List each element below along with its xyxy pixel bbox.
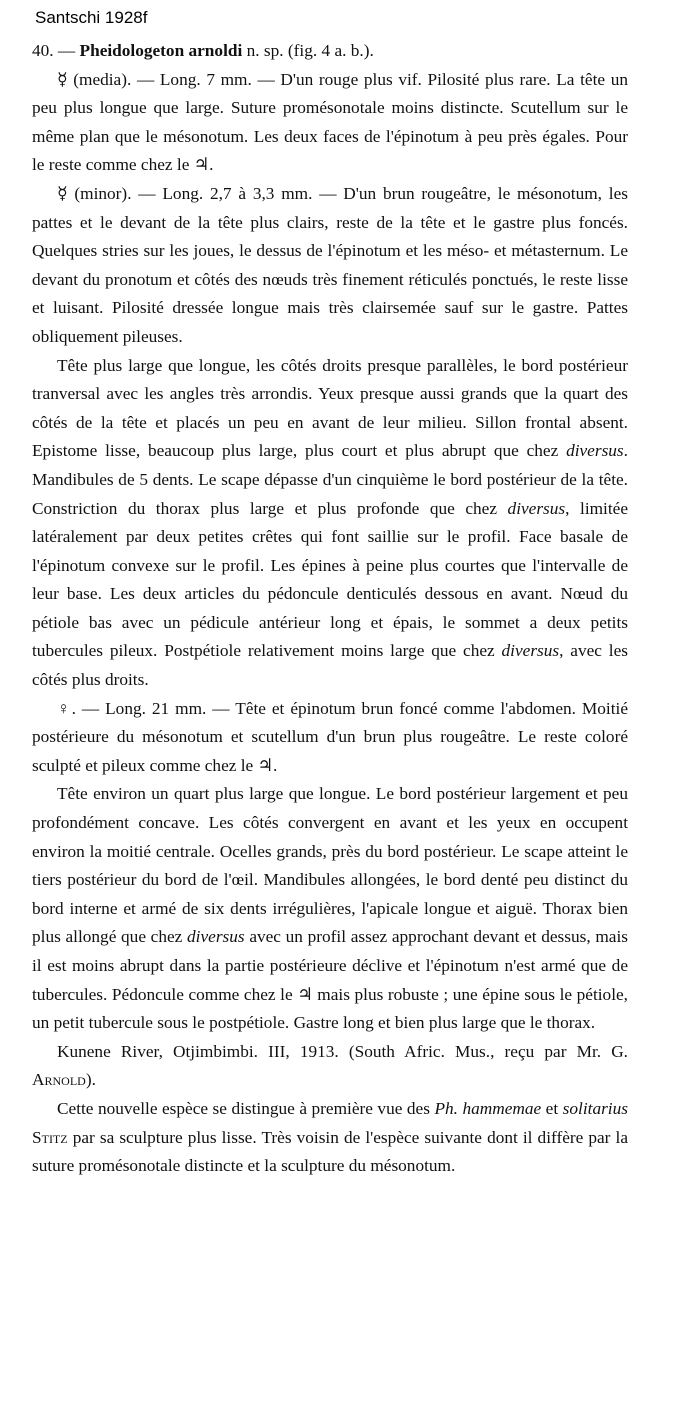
- paragraph-female: ♀. — Long. 21 mm. — Tête et épinotum brun foncé comme l'abdomen. Moitié postérieure du mésonotum et scutellum d'un brun plus rougeâtre. Le reste coloré sculpté et pileux comme chez le ♃.: [32, 698, 628, 775]
- document-body: [32, 37, 628, 1181]
- text-run: , limitée latéralement par deux petites crêtes qui font saillie sur le profil. Face basale de l'épinotum convexe sur le profil. Les épines à peine plus courtes que l'intervalle de leur base. Les deux articles du pédoncule denticulés dessous en avant. Nœud du pétiole bas avec un pédicule antérieur long et épais, le sommet a deux petits tubercules pileux. Postpétiole relativement moins large que chez: [32, 498, 629, 661]
- text-run: , avec les côtés plus droits.: [32, 641, 628, 690]
- paragraph-minor: ☿ (minor). — Long. 2,7 à 3,3 mm. — D'un brun rougeâtre, le mésonotum, les pattes et le devant de la tête plus clairs, reste de la tête et le gastre plus foncés. Quelques stries sur les joues, le dessus de l'épinotum et les méso- et métasternum. Le devant du pronotum et côtés des nœuds très finement réticulés ponctués, le reste lisse et luisant. Pilosité dressée longue mais très clairsemée sauf sur le gastre. Pattes obliquement pileuses.: [32, 183, 628, 346]
- text-run: Cette nouvelle espèce se distingue à première vue des: [57, 1098, 435, 1118]
- smallcaps-run: Arnold: [32, 1070, 86, 1090]
- heading-rest: n. sp. (fig. 4 a. b.).: [242, 41, 374, 60]
- italic-run: diversus: [507, 498, 566, 518]
- text-run: et: [541, 1098, 563, 1118]
- italic-run: diversus: [187, 927, 245, 947]
- paragraph-head-description: [32, 352, 628, 695]
- species-name: Pheidologeton arnoldi: [79, 41, 243, 60]
- heading-number: 40. —: [32, 41, 80, 60]
- paragraph-locality: [32, 1038, 628, 1095]
- source-tag: Santschi 1928f: [35, 8, 148, 27]
- species-heading: [32, 37, 628, 66]
- text-run: avec un profil assez approchant devant et dessus, mais il est moins abrupt dans la partie postérieure déclive et l'épinotum n'est armé que de tubercules. Pédoncule comme chez le ♃ mais plus robuste ; une épine sous le pétiole, un petit tubercule sous le postpétiole. Gastre long et bien plus large que le thorax.: [32, 927, 629, 1033]
- text-run: Kunene River, Otjimbimbi. III, 1913. (South Afric. Mus., reçu par Mr. G.: [57, 1041, 628, 1061]
- italic-run: diversus: [566, 441, 624, 461]
- text-run: par sa sculpture plus lisse. Très voisin de l'espèce suivante dont il diffère par la suture promésonotale distincte et la sculpture du mésonotum.: [32, 1127, 628, 1176]
- text-run: Tête environ un quart plus large que longue. Le bord postérieur largement et peu profondément concave. Les côtés convergent en avant et les yeux en occupent environ la moitié centrale. Ocelles grands, près du bord postérieur. Le scape atteint le tiers postérieur du bord de l'œil. Mandibules allongées, le bord denté peu distinct du bord interne et armé de six dents irrégulières, l'apicale longue et aiguë. Thorax bien plus allongé que chez: [32, 784, 628, 947]
- text-run: ).: [85, 1070, 96, 1090]
- smallcaps-run: Stitz: [32, 1127, 68, 1147]
- text-run: . Mandibules de 5 dents. Le scape dépasse d'un cinquième le bord postérieur de la tête. Constriction du thorax plus large et plus profonde que chez: [32, 441, 628, 518]
- paragraph-comparison: [32, 1095, 628, 1181]
- text-run: Tête plus large que longue, les côtés droits presque parallèles, le bord postérieur tranversal avec les angles très arrondis. Yeux presque aussi grands que la quart des côtés de la tête et placés un peu en avant de leur milieu. Sillon frontal absent. Epistome lisse, beaucoup plus large, plus court et plus abrupt que chez: [32, 355, 628, 461]
- italic-run: Ph. hammemae: [434, 1098, 542, 1118]
- italic-run: diversus: [501, 641, 560, 661]
- italic-run: solitarius: [562, 1098, 628, 1118]
- paragraph-female-description: [32, 780, 628, 1037]
- paragraph-media: ☿ (media). — Long. 7 mm. — D'un rouge plus vif. Pilosité plus rare. La tête un peu plus longue que large. Suture promésonotale moins distincte. Scutellum sur le même plan que le mésonotum. Les deux faces de l'épinotum à peu près égales. Pour le reste comme chez le ♃.: [32, 69, 628, 175]
